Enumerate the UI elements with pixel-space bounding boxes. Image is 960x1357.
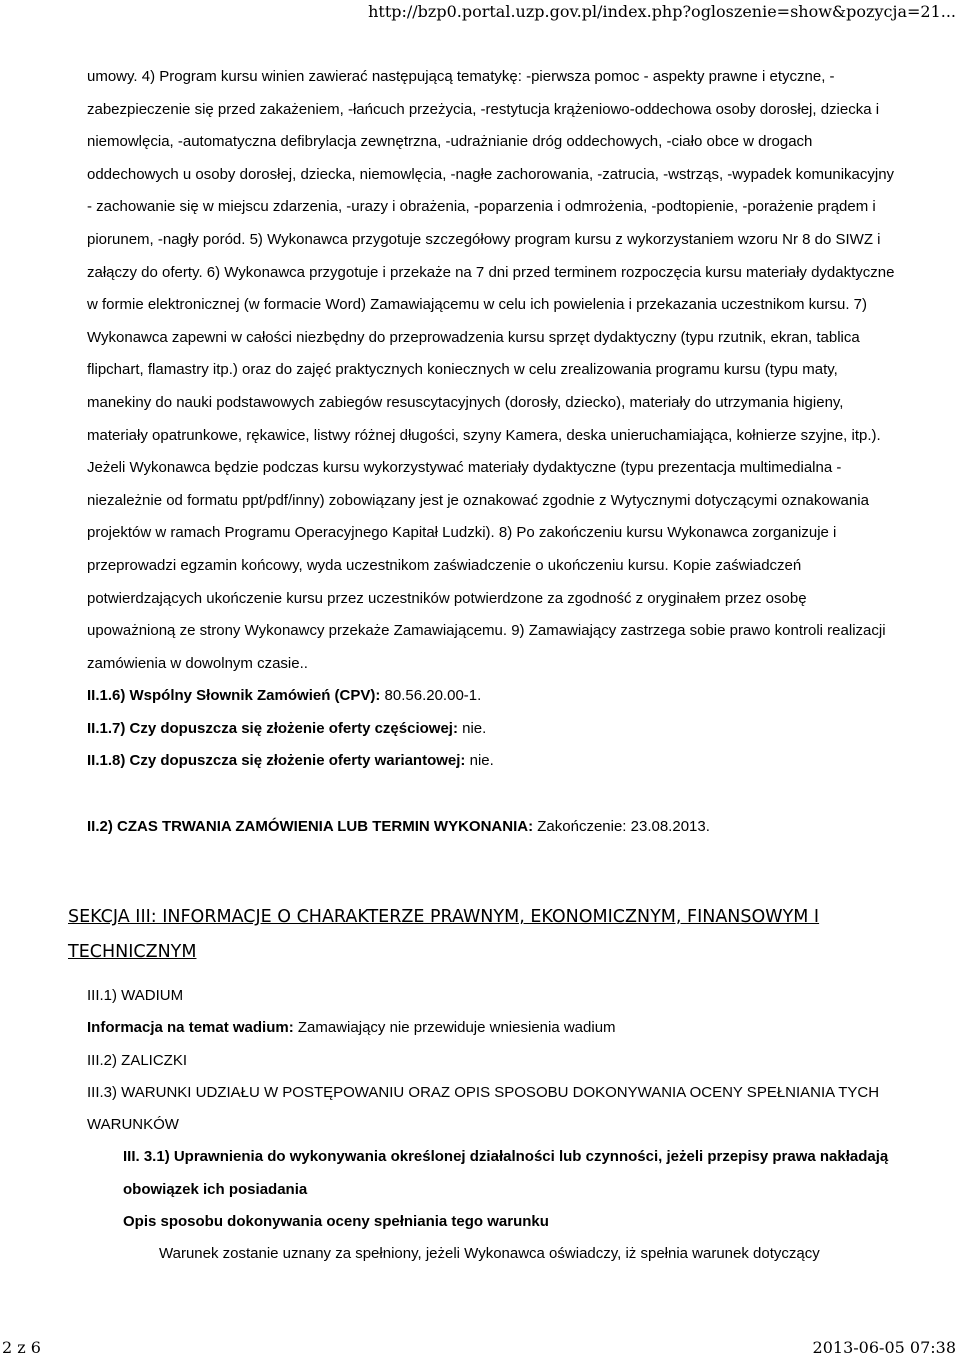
section-3-body xyxy=(87,980,897,1271)
duration-value: Zakończenie: 23.08.2013. xyxy=(533,818,710,836)
wadium-heading: III.1) WADIUM xyxy=(87,987,184,1004)
partial-offer-line xyxy=(87,713,897,746)
wadium-info-label: Informacja na temat wadium: xyxy=(87,1019,294,1037)
uprawnienia-text: III. 3.1) Uprawnienia do wykonywania określonej działalności lub czynności, jeżeli przepisy prawa nakładają obowiązek ich posiadania xyxy=(123,1148,889,1198)
uprawnienia-heading xyxy=(87,1141,897,1206)
warunek-text: Warunek zostanie uznany za spełniony, jeżeli Wykonawca oświadczy, iż spełnia warunek dotyczący xyxy=(159,1245,820,1263)
variant-offer-value: nie. xyxy=(465,752,494,770)
wadium-info-line xyxy=(87,1012,897,1044)
duration-label: II.2) CZAS TRWANIA ZAMÓWIENIA LUB TERMIN WYKONANIA: xyxy=(87,818,534,836)
page-url-header: http://bzp0.portal.uzp.gov.pl/index.php?ogloszenie=show&pozycja=21... xyxy=(368,2,956,21)
spacer xyxy=(87,778,897,811)
cpv-label: II.1.6) Wspólny Słownik Zamówień (CPV): xyxy=(87,687,381,705)
partial-offer-value: nie. xyxy=(457,719,487,737)
page-number: 2 z 6 xyxy=(2,1338,41,1357)
variant-offer-line xyxy=(87,745,897,778)
print-date: 2013-06-05 07:38 xyxy=(812,1338,956,1357)
variant-offer-label: II.1.8) Czy dopuszcza się złożenie oferty wariantowej: xyxy=(87,752,466,770)
program-paragraph: umowy. 4) Program kursu winien zawierać następującą tematykę: -pierwsza pomoc - aspekty prawne i etyczne, -zabezpieczenie się przed zakażeniem, -łańcuch przeżycia, -restytucja krążeniowo-oddechowa osoby dorosłej, dziecka i niemowlęcia, -automatyczna defibrylacja zewnętrzna, -udrażnianie dróg oddechowych, -ciało obce w drogach oddechowych u osoby dorosłej, dziecka, niemowlęcia, -nagłe zachorowania, -zatrucia, -wstrząs, -wypadek komunikacyjny - zachowanie się w miejscu zdarzenia, -urazy i obrażenia, -poparzenia i odmrożenia, -podtopienie, -porażenie prądem i piorunem, -nagły poród. 5) Wykonawca przygotuje szczegółowy program kursu z wykorzystaniem wzoru Nr 8 do SIWZ i załączy do oferty. 6) Wykonawca przygotuje i przekaże na 7 dni przed terminem rozpoczęcia kursu materiały dydaktyczne w formie elektronicznej (w formacie Word) Zamawiającemu w celu ich powielenia i przekazania uczestnikom kursu. 7) Wykonawca zapewni w całości niezbędny do przeprowadzenia kursu sprzęt dydaktyczny (typu rzutnik, ekran, tablica flipchart, flamastry itp.) oraz do zajęć praktycznych koniecznych w celu zrealizowania programu kursu (typu maty, manekiny do nauki podstawowych zabiegów resuscytacyjnych (dorosły, dziecko), materiały do utrzymania higieny, materiały opatrunkowe, rękawice, listwy różnej długości, szyny Kamera, deska unieruchamiająca, kołnierze szyjne, itp.). Jeżeli Wykonawca będzie podczas kursu wykorzystywać materiały dydaktyczne (typu prezentacja multimedialna - niezależnie od formatu ppt/pdf/inny) zobowiązany jest je oznakować zgodnie z Wytycznymi dotyczącymi oznakowania projektów w ramach Programu Operacyjnego Kapitał Ludzki). 8) Po zakończeniu kursu Wykonawca zorganizuje i przeprowadzi egzamin końcowy, wyda uczestnikom zaświadczenie o ukończeniu kursu. Kopie zaświadczeń potwierdzających ukończenie kursu przez uczestników potwierdzone za zgodność z oryginałem przez osobę upoważnioną ze strony Wykonawcy przekaże Zamawiającemu. 9) Zamawiający zastrzega sobie prawo kontroli realizacji zamówienia w dowolnym czasie.. xyxy=(87,68,895,672)
opis-text: Opis sposobu dokonywania oceny spełniania tego warunku xyxy=(123,1213,549,1231)
cpv-value: 80.56.20.00-1. xyxy=(380,687,482,705)
zaliczki-heading: III.2) ZALICZKI xyxy=(87,1051,188,1069)
wadium-info-value: Zamawiający nie przewiduje wniesienia wadium xyxy=(293,1019,616,1037)
warunki-heading: III.3) WARUNKI UDZIAŁU W POSTĘPOWANIU ORAZ OPIS SPOSOBU DOKONYWANIA OCENY SPEŁNIANIA TYCH WARUNKÓW xyxy=(87,1083,880,1134)
document-body xyxy=(87,61,897,844)
section-3-heading: SEKCJA III: INFORMACJE O CHARAKTERZE PRAWNYM, EKONOMICZNYM, FINANSOWYM I TECHNICZNYM xyxy=(68,907,820,962)
duration-line xyxy=(87,811,897,844)
opis-heading xyxy=(87,1206,897,1238)
partial-offer-label: II.1.7) Czy dopuszcza się złożenie oferty częściowej: xyxy=(87,719,458,737)
cpv-line xyxy=(87,680,897,713)
